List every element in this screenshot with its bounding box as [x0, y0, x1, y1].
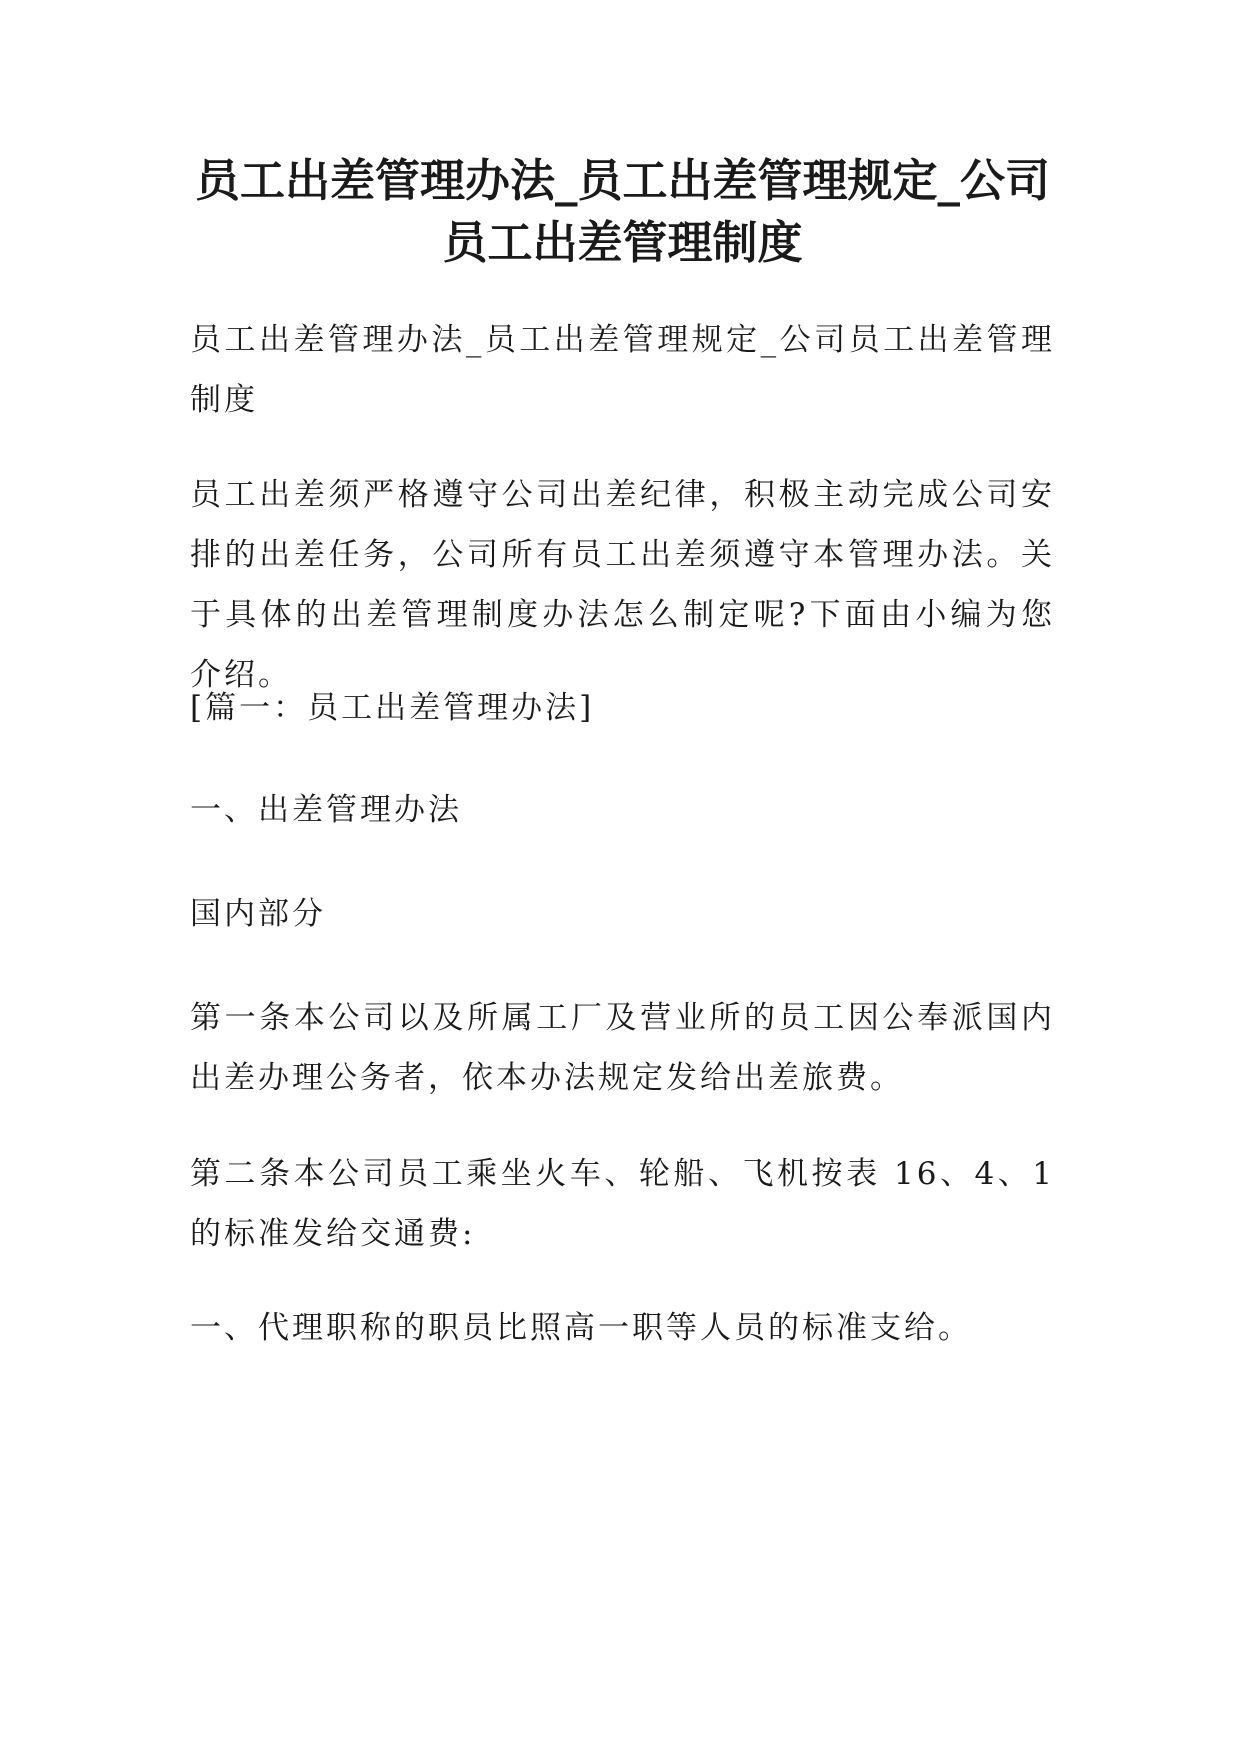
article-one-paragraph: 第一条本公司以及所属工厂及营业所的员工因公奉派国内出差办理公务者，依本办法规定发给出差旅费。: [190, 1000, 1055, 1096]
subtitle-paragraph: 员工出差管理办法_员工出差管理规定_公司员工出差管理制度: [190, 322, 1055, 418]
document-title: 员工出差管理办法_员工出差管理规定_公司员工出差管理制度: [194, 154, 1050, 269]
part-heading: 国内部分: [190, 896, 326, 932]
clause-one-paragraph: 一、代理职称的职员比照高一职等人员的标准支给。: [190, 1310, 972, 1346]
section-heading: [篇一：员工出差管理办法]: [190, 690, 595, 726]
intro-paragraph: 员工出差须严格遵守公司出差纪律，积极主动完成公司安排的出差任务，公司所有员工出差须遵守本管理办法。关于具体的出差管理制度办法怎么制定呢?下面由小编为您介绍。: [190, 477, 1055, 693]
subsection-heading: 一、出差管理办法: [190, 792, 462, 828]
article-two-paragraph: 第二条本公司员工乘坐火车、轮船、飞机按表 16、4、1 的标准发给交通费:: [190, 1156, 1055, 1252]
